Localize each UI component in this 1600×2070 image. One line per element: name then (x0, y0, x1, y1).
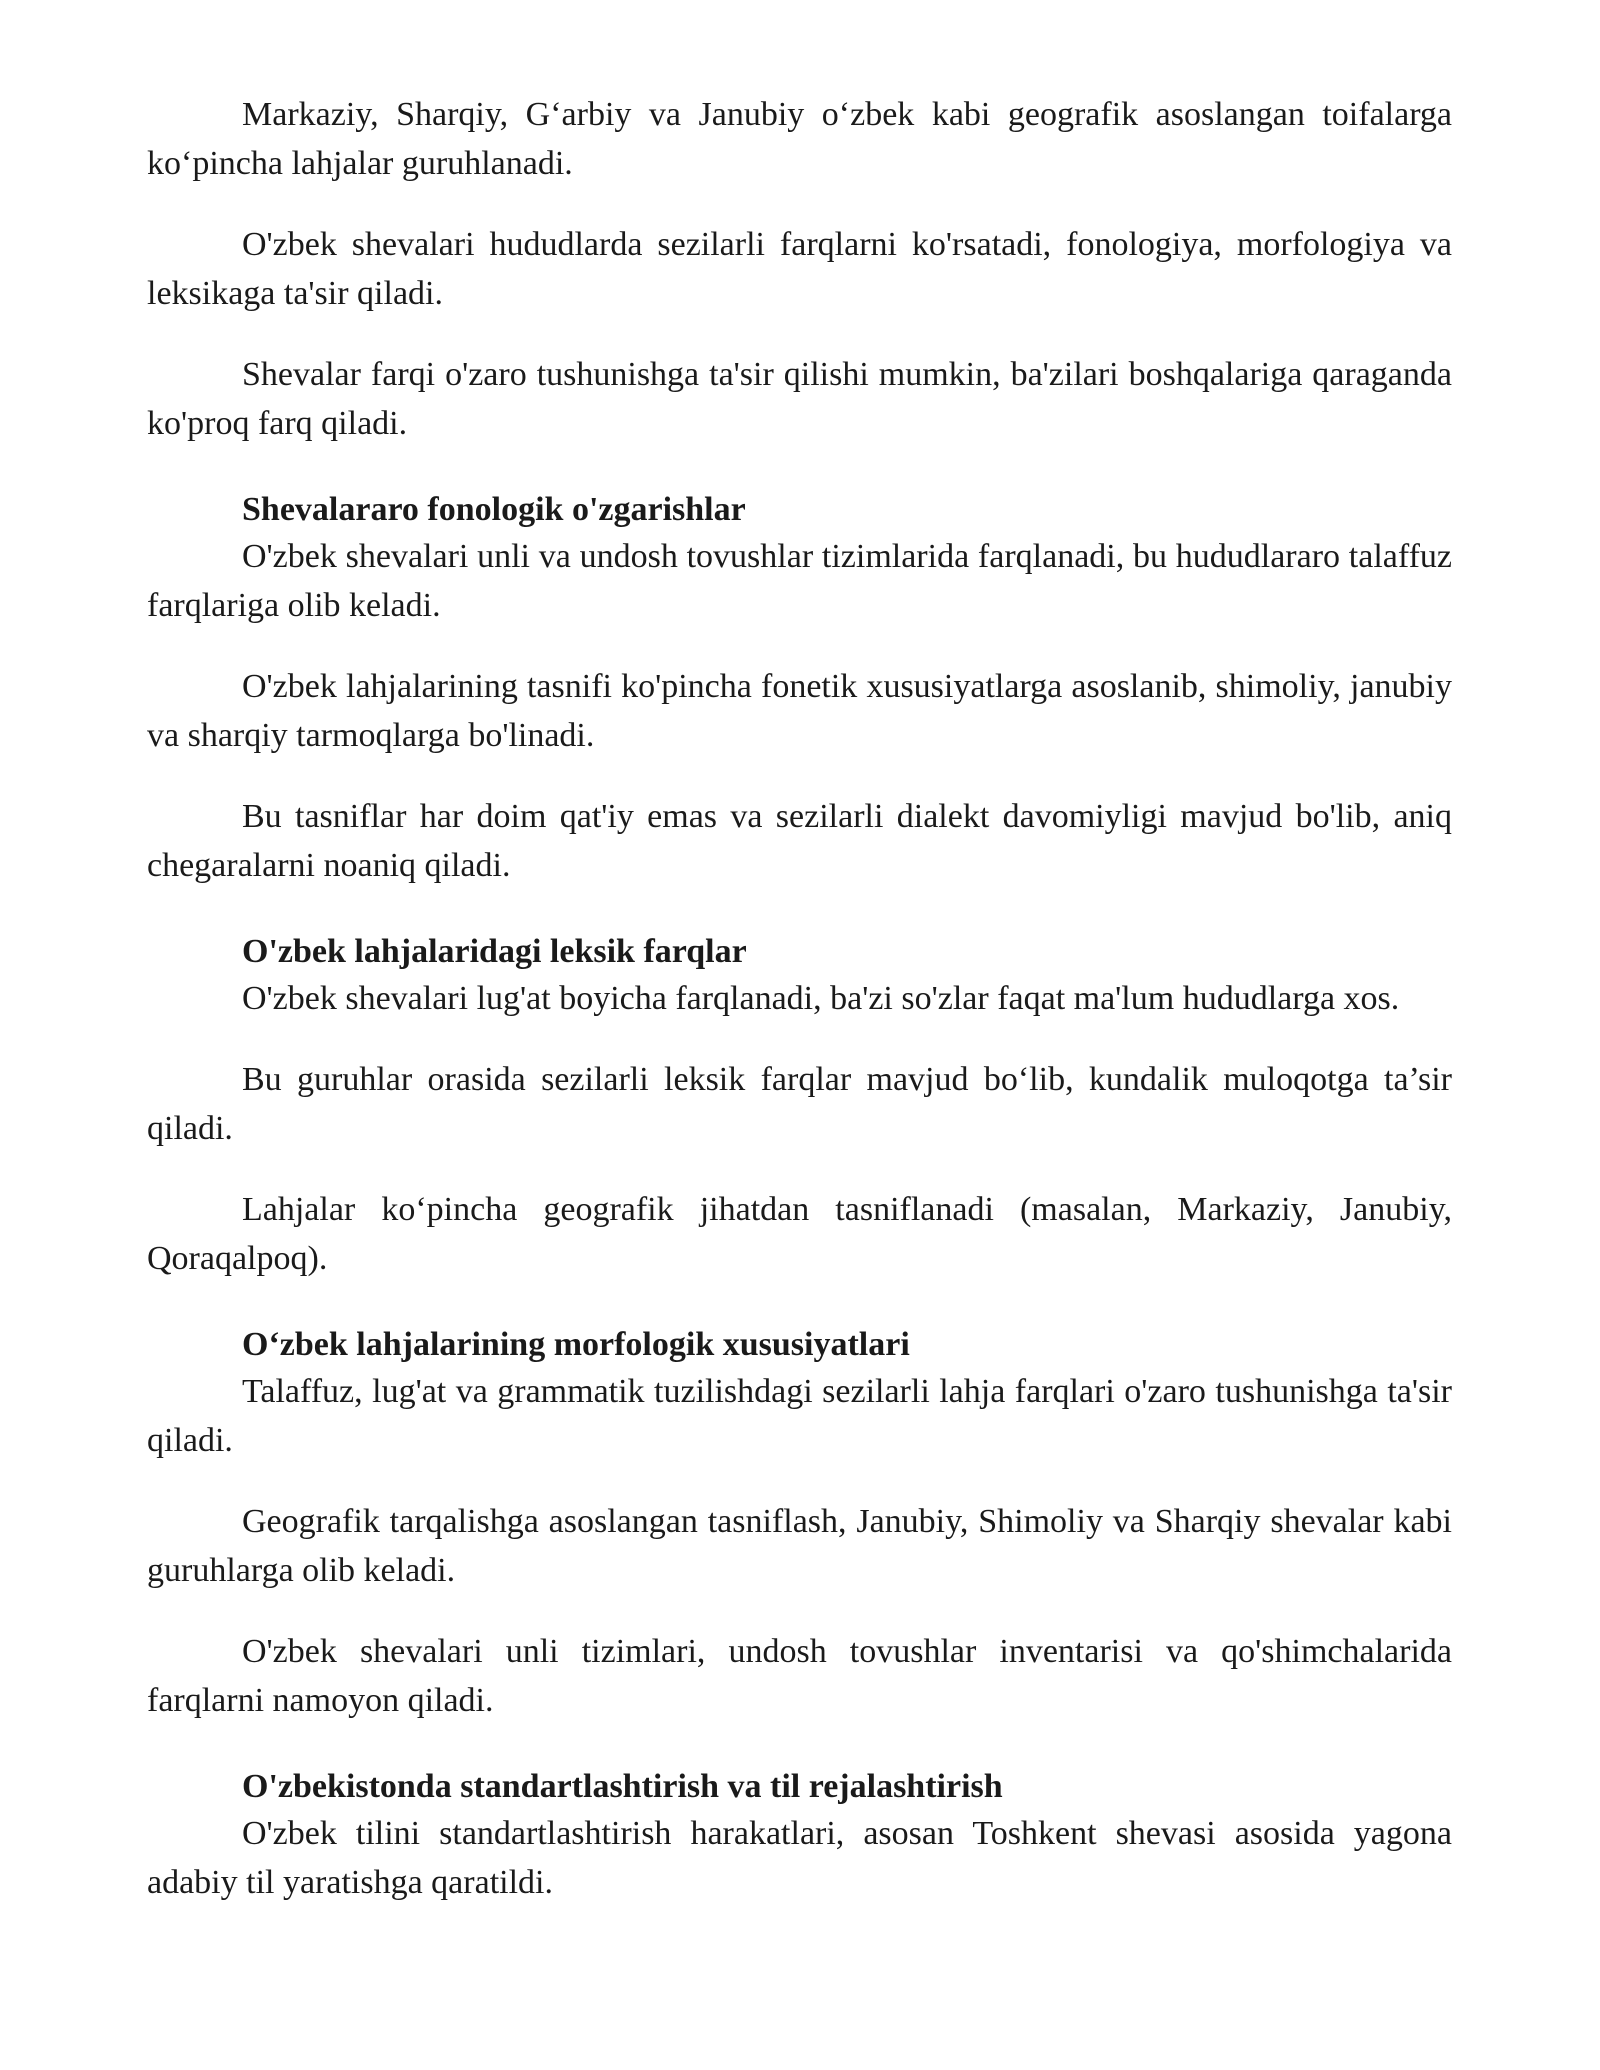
section-lexical (147, 930, 1452, 1283)
body-paragraph: Talaffuz, lug'at va grammatik tuzilishdagi sezilarli lahja farqlari o'zaro tushunishga ta'sir qiladi. (147, 1373, 1452, 1459)
body-paragraph: O'zbek shevalari hududlarda sezilarli farqlarni ko'rsatadi, fonologiya, morfologiya va leksikaga ta'sir qiladi. (147, 226, 1452, 312)
body-paragraph: O'zbek shevalari unli va undosh tovushlar tizimlarida farqlanadi, bu hududlararo talaffuz farqlariga olib keladi. (147, 538, 1452, 624)
section-heading: O'zbekistonda standartlashtirish va til rejalashtirish (242, 1768, 1003, 1805)
body-paragraph: O'zbek tilini standartlashtirish harakatlari, asosan Toshkent shevasi asosida yagona adabiy til yaratishga qaratildi. (147, 1815, 1452, 1901)
body-paragraph: Bu tasniflar har doim qat'iy emas va sezilarli dialekt davomiyligi mavjud bo'lib, aniq chegaralarni noaniq qiladi. (147, 798, 1452, 884)
body-paragraph: Geografik tarqalishga asoslangan tasniflash, Janubiy, Shimoliy va Sharqiy shevalar kabi guruhlarga olib keladi. (147, 1503, 1452, 1589)
body-paragraph: Lahjalar ko‘pincha geografik jihatdan tasniflanadi (masalan, Markaziy, Janubiy, Qoraqalpoq). (147, 1191, 1452, 1277)
section-heading: O‘zbek lahjalarining morfologik xususiyatlari (242, 1326, 910, 1363)
body-paragraph: O'zbek lahjalarining tasnifi ko'pincha fonetik xususiyatlarga asoslanib, shimoliy, janubiy va sharqiy tarmoqlarga bo'linadi. (147, 668, 1452, 754)
body-paragraph: Markaziy, Sharqiy, G‘arbiy va Janubiy o‘zbek kabi geografik asoslangan toifalarga ko‘pincha lahjalar guruhlanadi. (147, 96, 1452, 182)
body-paragraph: O'zbek shevalari lug'at boyicha farqlanadi, ba'zi so'zlar faqat ma'lum hududlarga xos. (242, 980, 1400, 1017)
section-heading: Shevalararo fonologik o'zgarishlar (242, 491, 746, 528)
body-paragraph: O'zbek shevalari unli tizimlari, undosh tovushlar inventarisi va qo'shimchalarida farqlarni namoyon qiladi. (147, 1633, 1452, 1719)
body-paragraph: Bu guruhlar orasida sezilarli leksik farqlar mavjud bo‘lib, kundalik muloqotga ta’sir qiladi. (147, 1061, 1452, 1147)
section-standardization (147, 1765, 1452, 1907)
section-phonology (147, 488, 1452, 890)
body-paragraph: Shevalar farqi o'zaro tushunishga ta'sir qilishi mumkin, ba'zilari boshqalariga qaraganda ko'proq farq qiladi. (147, 356, 1452, 442)
section-morphology (147, 1323, 1452, 1725)
document-page (147, 90, 1452, 1939)
section-heading: O'zbek lahjalaridagi leksik farqlar (242, 933, 747, 970)
